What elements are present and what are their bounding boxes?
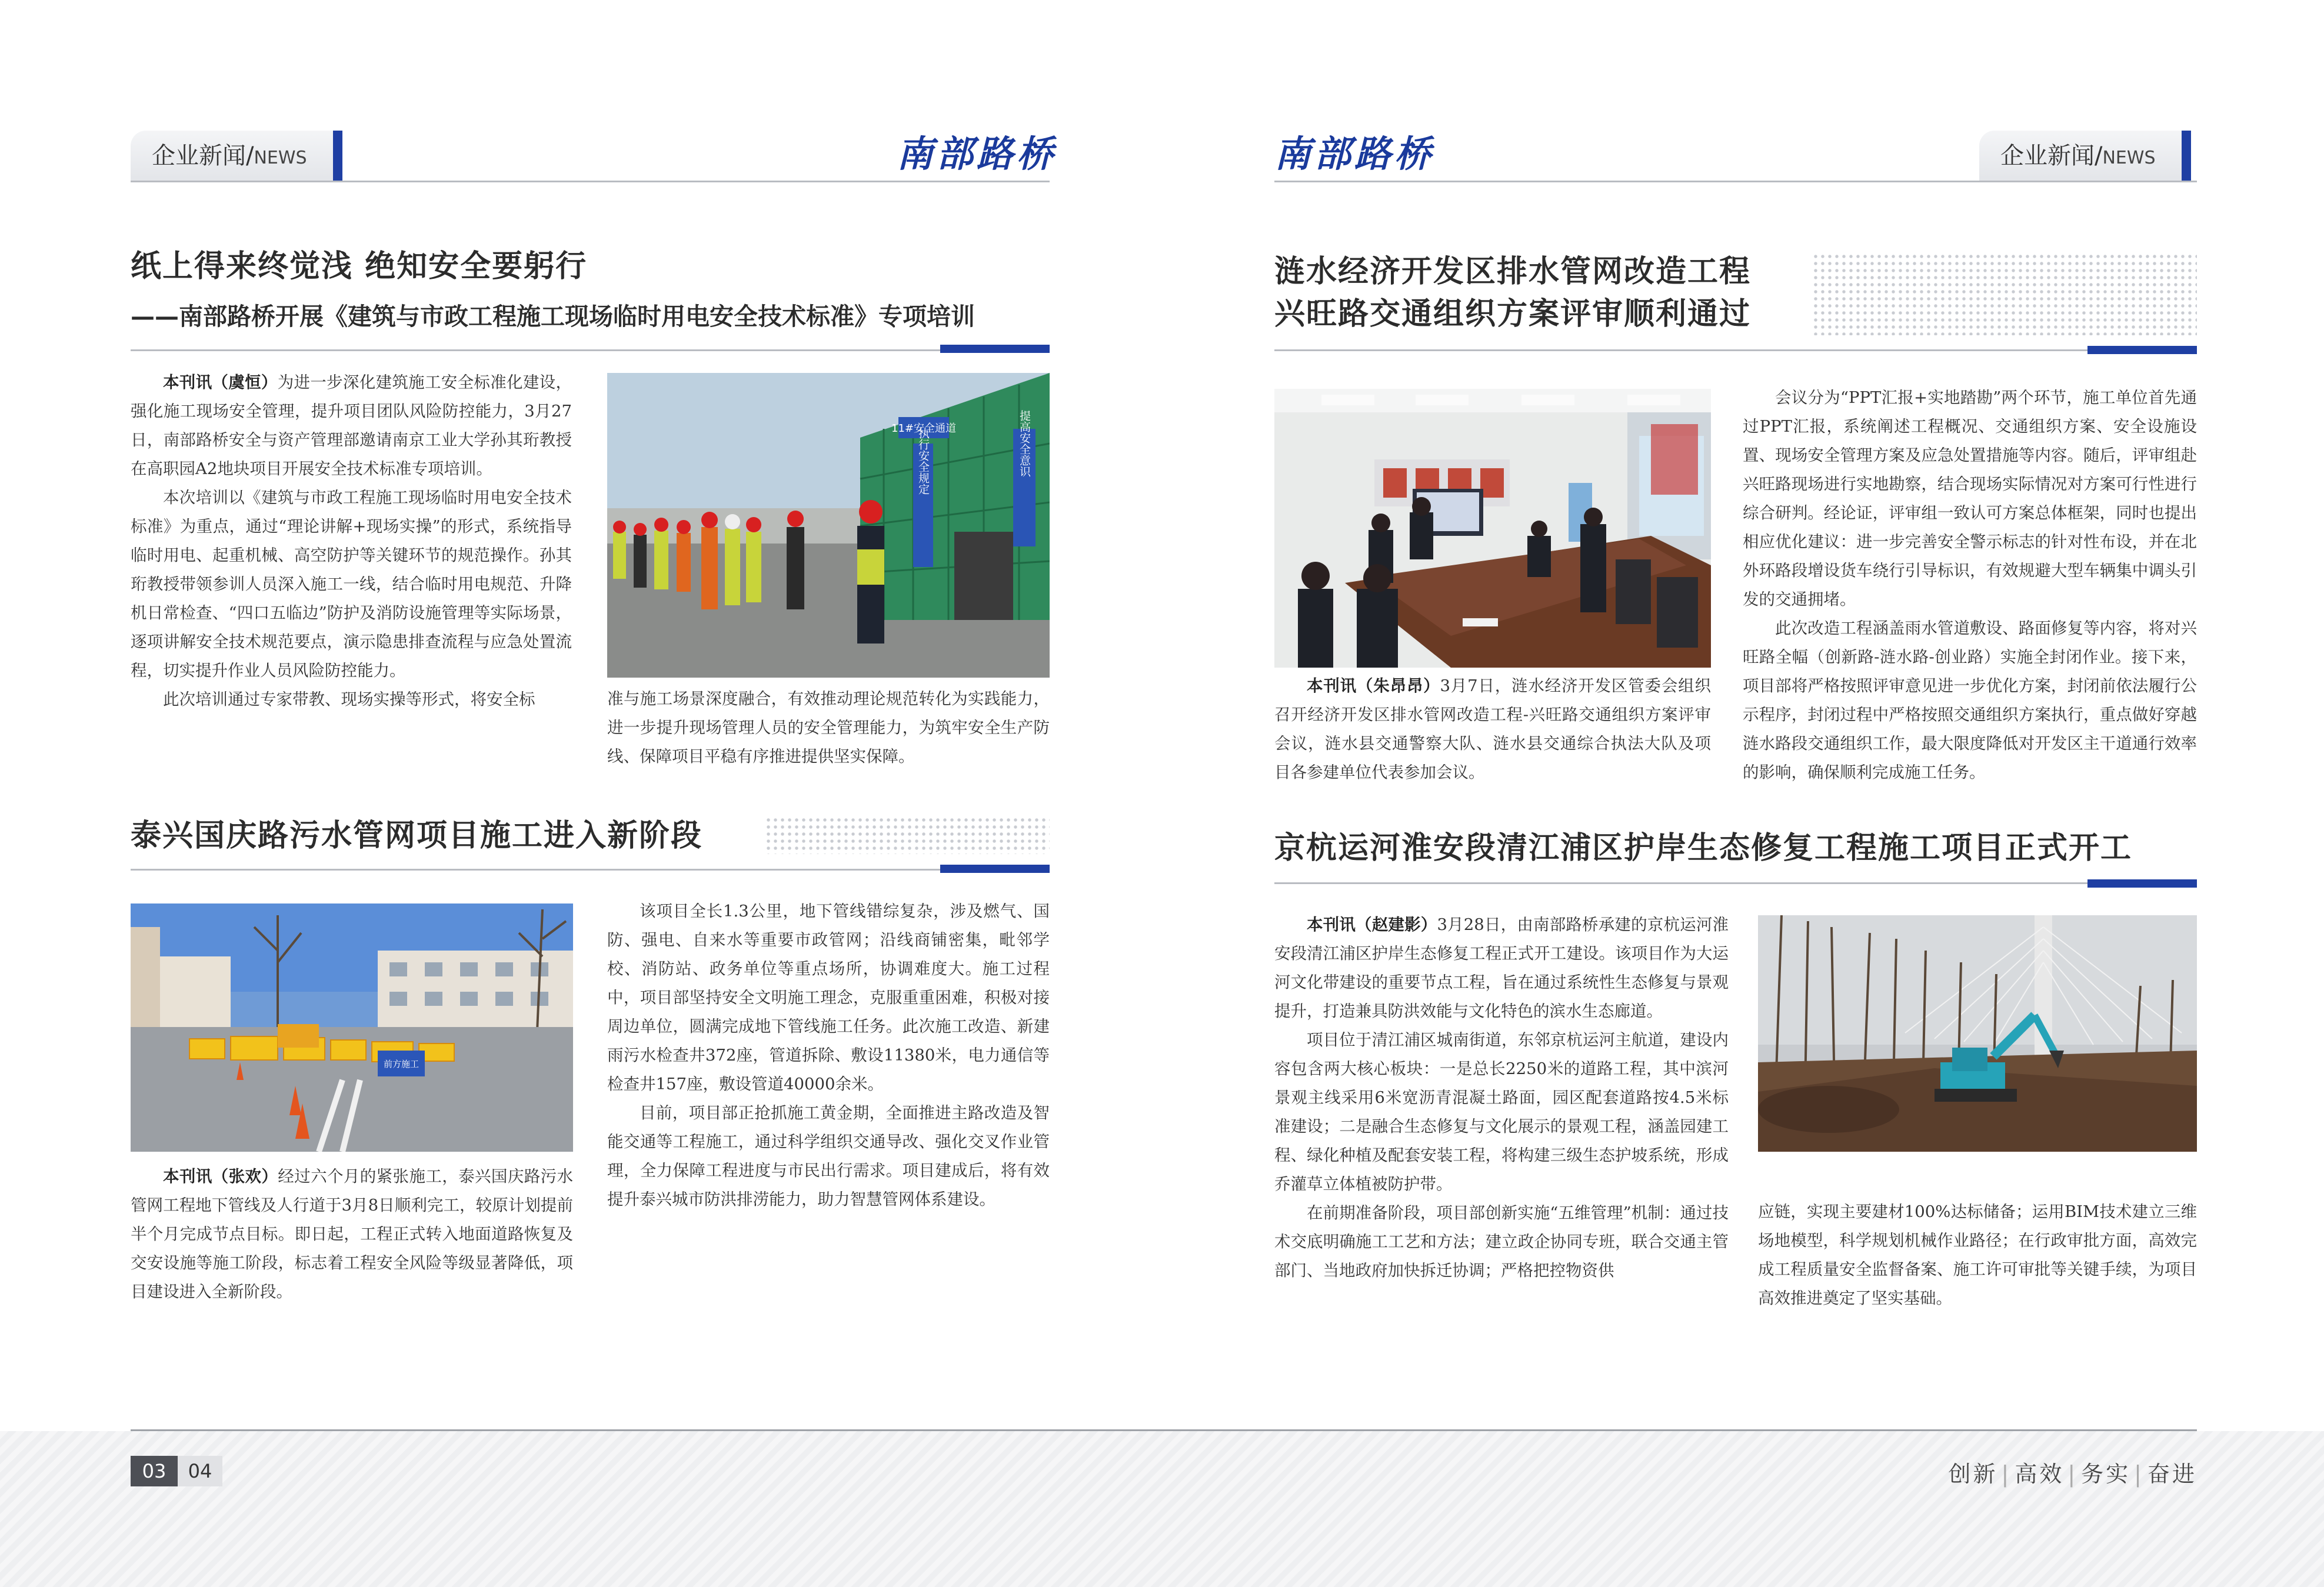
section-tab-left: 企业新闻/NEWS — [131, 131, 342, 181]
article2-dot-pattern — [765, 816, 1050, 854]
page-number-left: 03 — [131, 1456, 178, 1486]
motto-word-3: 务实 — [2081, 1461, 2131, 1487]
header-rule-left — [131, 181, 1050, 182]
brand-logo-right: 南部路桥 — [1274, 132, 1435, 175]
article1-lead: 本刊讯（虞恒） — [163, 373, 278, 392]
page-number-right: 04 — [178, 1456, 222, 1486]
article2-photo — [131, 903, 573, 1152]
article2-rule — [131, 869, 1050, 871]
article1-subtitle: ——南部路桥开展《建筑与市政工程施工现场临时用电安全技术标准》专项培训 — [131, 302, 975, 331]
article3-title-line1: 涟水经济开发区排水管网改造工程 — [1274, 254, 1752, 289]
footer-background — [0, 1431, 2324, 1587]
article3-caption: 本刊讯（朱昂昂）3月7日，涟水经济开发区管委会组织召开经济开发区排水管网改造工程-兴旺路交通组织方案评审会议，涟水县交通警察大队、涟水县交通综合执法大队及项目各参建单位代表参加会议。 — [1274, 676, 1711, 782]
article4-accent — [2087, 879, 2197, 888]
article4-title: 京杭运河淮安段清江浦区护岸生态修复工程施工项目正式开工 — [1274, 831, 2133, 866]
article3-rule — [1274, 349, 2197, 351]
footer-rule — [131, 1429, 2197, 1431]
photo-sign-3: 执行安全规定 — [917, 428, 930, 495]
section-label-cn: 企业新闻 — [152, 142, 246, 169]
motto-word-4: 奋进 — [2147, 1461, 2197, 1487]
article3-accent — [2087, 346, 2197, 354]
footer-motto: 创新 | 高效 | 务实 | 奋进 — [1948, 1461, 2197, 1487]
article1-accent — [940, 345, 1050, 353]
article4-lead: 本刊讯（赵建影） — [1307, 915, 1437, 934]
article1-body-cont: 准与施工场景深度融合，有效推动理论规范转化为实践能力，进一步提升现场管理人员的安全管理能力，为筑牢安全生产防线、保障项目平稳有序推进提供坚实保障。 — [607, 689, 1050, 766]
article3-dot-pattern — [1812, 253, 2197, 335]
article2-caption: 本刊讯（张欢）经过六个月的紧张施工，泰兴国庆路污水管网工程地下管线及人行道于3月8日顺利完工，较原计划提前半个月完成节点目标。即日起，工程正式转入地面道路恢复及交安设施等施工阶段，标志着工程安全风险等级显著降低，项目建设进入全新阶段。 — [131, 1167, 574, 1301]
section-label-en: NEWS — [254, 148, 307, 168]
article4-body: 本刊讯（赵建影）3月28日，由南部路桥承建的京杭运河淮安段清江浦区护岸生态修复工程正式开工建设。该项目作为大运河文化带建设的重要节点工程，旨在通过系统性生态修复与景观提升，打造兼具防洪效能与文化特色的滨水生态廊道。 项目位于清江浦区城南街道，东邻京杭运河主航道，建设内容包含两大核心板块：一是总长2250米的道路工程，其中滨河景观主线采用6米宽沥青混凝土路面，园区配套道路按4.5米标准建设；二是融合生态修复与文化展示的景观工程，涵盖园建工程、绿化种植及配套安装工程，将构建三级生态护坡系统，形成乔灌草立体植被防护带。 在前期准备阶段，项目部创新实施“五维管理”机制：通过技术交底明确施工工艺和方法；建立政企协同专班，联合交通主管部门、当地政府加快拆迁协调；严格把控物资供 — [1274, 915, 1729, 1280]
brand-logo-left: 南部路桥 — [897, 132, 1057, 175]
article4-photo — [1758, 915, 2197, 1152]
header-rule-right — [1274, 181, 2197, 182]
article1-rule — [131, 349, 1050, 351]
article1-title: 纸上得来终觉浅 绝知安全要躬行 — [131, 249, 588, 284]
article2-lead: 本刊讯（张欢） — [163, 1167, 278, 1186]
article4-body-cont: 应链，实现主要建材100%达标储备；运用BIM技术建立三维场地模型，科学规划机械作业路径；在行政审批方面，高效完成工程质量安全监督备案、施工许可审批等关键手续，为项目高效推进奠定了坚实基础。 — [1758, 1202, 2197, 1308]
article2-title: 泰兴国庆路污水管网项目施工进入新阶段 — [131, 818, 703, 853]
article1-body: 本刊讯（虞恒）为进一步深化建筑施工安全标准化建设，强化施工现场安全管理，提升项目团队风险防控能力，3月27日，南部路桥安全与资产管理部邀请南京工业大学孙其珩教授在高职园A2地块项目开展安全技术标准专项培训。 本次培训以《建筑与市政工程施工现场临时用电安全技术标准》为重点，通过“理论讲解+现场实操”的形式，系统指导临时用电、起重机械、高空防护等关键环节的规范操作。孙其珩教授带领参训人员深入施工一线，结合临时用电规范、升降机日常检查、“四口五临边”防护及消防设施管理等实际场景，逐项讲解安全技术规范要点，演示隐患排查流程与应急处置流程，切实提升作业人员风险防控能力。 此次培训通过专家带教、现场实操等形式，将安全标 — [131, 373, 572, 709]
article3-body: 会议分为“PPT汇报+实地踏勘”两个环节，施工单位首先通过PPT汇报，系统阐述工程概况、交通组织方案、安全设施设置、现场安全管理方案及应急处置措施等内容。随后，评审组赴兴旺路现场进行实地勘察，结合现场实际情况对方案可行性进行综合研判。经论证，评审组一致认可方案总体框架，同时也提出相应优化建议：进一步完善安全警示标志的针对性布设，并在北外环路段增设货车绕行引导标识，有效规避大型车辆集中调头引发的交通拥堵。 此次改造工程涵盖雨水管道敷设、路面修复等内容，将对兴旺路全幅（创新路-涟水路-创业路）实施全封闭作业。接下来，项目部将严格按照评审意见进一步优化方案，封闭前依法履行公示程序，封闭过程中严格按照交通组织方案执行，重点做好穿越涟水路段交通组织工作，最大限度降低对开发区主干道通行效率的影响，确保顺利完成施工任务。 — [1743, 388, 2197, 782]
photo-road-sign: 前方施工 — [383, 1059, 419, 1069]
photo-sign-1: 11#安全通道 — [891, 422, 956, 435]
article4-rule — [1274, 882, 2197, 884]
motto-word-1: 创新 — [1948, 1461, 1998, 1487]
article3-title-line2: 兴旺路交通组织方案评审顺利通过 — [1274, 296, 1752, 332]
article3-photo — [1274, 389, 1711, 668]
article2-accent — [940, 865, 1050, 873]
article2-body: 该项目全长1.3公里，地下管线错综复杂，涉及燃气、国防、强电、自来水等重要市政管网；沿线商铺密集，毗邻学校、消防站、政务单位等重点场所，协调难度大。施工过程中，项目部坚持安全文明施工理念，克服重重困难，积极对接周边单位，圆满完成地下管线施工任务。此次施工改造、新建雨污水检查井372座，管道拆除、敷设11380米，电力通信等检查井157座，敷设管道40000余米。 目前，项目部正抢抓施工黄金期，全面推进主路改造及智能交通等工程施工，通过科学组织交通导改、强化交叉作业管理，全力保障工程进度与市民出行需求。项目建成后，将有效提升泰兴城市防洪排涝能力，助力智慧管网体系建设。 — [607, 902, 1050, 1209]
section-tab-right: 企业新闻/NEWS — [1979, 131, 2191, 181]
article1-photo — [607, 373, 1050, 678]
tab-accent-bar — [333, 131, 342, 181]
motto-word-2: 高效 — [2015, 1461, 2065, 1487]
article3-lead: 本刊讯（朱昂昂） — [1307, 676, 1440, 695]
photo-sign-2: 提高安全意识 — [1018, 410, 1031, 477]
